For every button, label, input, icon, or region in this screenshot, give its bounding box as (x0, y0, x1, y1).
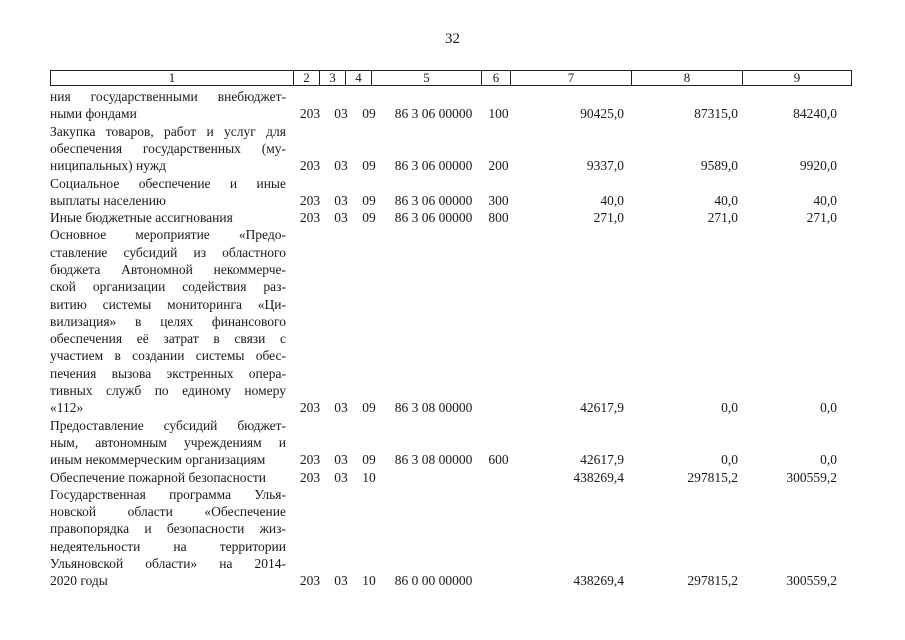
code-col-4: 09 (362, 210, 376, 226)
code-col-4: 09 (362, 400, 376, 416)
row-description (50, 417, 286, 469)
code-col-4: 09 (362, 106, 376, 122)
header-col-3: 3 (320, 71, 346, 85)
row-description (50, 88, 286, 123)
row-description (50, 226, 286, 416)
description-line: «112» (50, 400, 84, 416)
amount-col-8: 297815,2 (687, 573, 738, 589)
description-line: 2020 годы (50, 573, 108, 589)
amount-col-7: 42617,9 (580, 452, 624, 468)
header-col-5: 5 (372, 71, 482, 85)
amount-col-7: 438269,4 (573, 573, 624, 589)
code-col-4: 09 (362, 452, 376, 468)
description-line: выплаты населению (50, 192, 167, 208)
amount-col-7: 271,0 (593, 210, 624, 226)
description-line: правопорядка и безопасности жиз- (50, 521, 286, 537)
description-line: новской области «Обеспечение (50, 504, 286, 520)
amount-col-9: 0,0 (820, 452, 837, 468)
row-description (50, 209, 286, 226)
header-col-4: 4 (346, 71, 372, 85)
code-col-6: 100 (488, 106, 509, 122)
header-col-7: 7 (511, 71, 632, 85)
amount-col-9: 0,0 (820, 400, 837, 416)
code-col-3: 03 (334, 106, 348, 122)
code-col-3: 03 (334, 452, 348, 468)
code-col-6: 800 (488, 210, 509, 226)
code-col-3: 03 (334, 210, 348, 226)
code-col-3: 03 (334, 158, 348, 174)
amount-col-7: 42617,9 (580, 400, 624, 416)
amount-col-9: 9920,0 (799, 158, 837, 174)
code-col-2: 203 (299, 469, 321, 485)
row-description (50, 123, 286, 175)
amount-col-7: 90425,0 (580, 106, 624, 122)
description-line: тивных служб по единому номеру (50, 383, 286, 399)
amount-col-8: 87315,0 (694, 106, 738, 122)
description-line: недеятельности на территории (50, 538, 286, 554)
description-line: обеспечения государственных (му- (50, 140, 286, 156)
code-col-2: 203 (299, 106, 321, 122)
amount-col-9: 300559,2 (786, 469, 837, 485)
code-col-5: 86 3 06 00000 (394, 158, 473, 174)
amount-col-9: 300559,2 (786, 573, 837, 589)
code-col-5: 86 3 06 00000 (394, 106, 473, 122)
header-col-6: 6 (482, 71, 511, 85)
description-line: витию системы мониторинга «Ци- (50, 296, 286, 312)
description-line: иным некоммерческим организациям (50, 452, 266, 468)
amount-col-9: 271,0 (806, 210, 837, 226)
row-description (50, 469, 286, 486)
description-line: Социальное обеспечение и иные (50, 175, 286, 191)
code-col-6: 300 (488, 192, 509, 208)
amount-col-7: 9337,0 (586, 158, 624, 174)
description-line: Основное мероприятие «Предо- (50, 227, 286, 243)
description-line: участием в создании системы обес- (50, 348, 286, 364)
description-line: печения вызова экстренных опера- (50, 365, 286, 381)
code-col-3: 03 (334, 192, 348, 208)
code-col-5: 86 0 00 00000 (394, 573, 473, 589)
description-line: вилизация» в целях финансового (50, 313, 286, 329)
description-line: Ульяновской области» на 2014- (50, 556, 286, 572)
code-col-3: 03 (334, 400, 348, 416)
description-line: Иные бюджетные ассигнования (50, 210, 233, 226)
amount-col-9: 84240,0 (793, 106, 837, 122)
description-line: бюджета Автономной некоммерче- (50, 261, 286, 277)
code-col-4: 10 (362, 573, 376, 589)
description-line: ниципальных) нужд (50, 158, 167, 174)
code-col-2: 203 (299, 400, 321, 416)
description-line: ными фондами (50, 106, 137, 122)
header-col-1: 1 (51, 71, 294, 85)
amount-col-8: 0,0 (721, 452, 738, 468)
code-col-5: 86 3 06 00000 (394, 192, 473, 208)
amount-col-8: 40,0 (714, 192, 738, 208)
description-line: Закупка товаров, работ и услуг для (50, 123, 286, 139)
page-number: 32 (445, 31, 460, 47)
code-col-2: 203 (299, 452, 321, 468)
description-line: Обеспечение пожарной безопасности (50, 469, 267, 485)
code-col-4: 10 (362, 469, 376, 485)
amount-col-8: 271,0 (707, 210, 738, 226)
description-line: ской организации содействия раз- (50, 279, 286, 295)
code-col-2: 203 (299, 158, 321, 174)
description-line: ным, автономным учреждениям и (50, 434, 286, 450)
row-description (50, 486, 286, 590)
header-col-8: 8 (632, 71, 743, 85)
amount-col-7: 40,0 (600, 192, 624, 208)
amount-col-7: 438269,4 (573, 469, 624, 485)
code-col-5: 86 3 08 00000 (394, 400, 473, 416)
code-col-6: 200 (488, 158, 509, 174)
code-col-5: 86 3 08 00000 (394, 452, 473, 468)
description-line: обеспечения её затрат в связи с (50, 331, 286, 347)
code-col-3: 03 (334, 573, 348, 589)
header-col-9: 9 (793, 70, 801, 85)
code-col-2: 203 (299, 573, 321, 589)
row-description (50, 175, 286, 210)
description-line: ставление субсидий из областного (50, 244, 286, 260)
amount-col-9: 40,0 (813, 192, 837, 208)
code-col-5: 86 3 06 00000 (394, 210, 473, 226)
description-line: Предоставление субсидий бюджет- (50, 417, 286, 433)
code-col-2: 203 (299, 210, 321, 226)
amount-col-8: 9589,0 (700, 158, 738, 174)
amount-col-8: 0,0 (721, 400, 738, 416)
description-line: ния государственными внебюджет- (50, 89, 286, 104)
code-col-6: 600 (488, 452, 509, 468)
header-col-2: 2 (294, 71, 320, 85)
amount-col-8: 297815,2 (687, 469, 738, 485)
code-col-2: 203 (299, 192, 321, 208)
description-line: Государственная программа Улья- (50, 486, 286, 502)
code-col-4: 09 (362, 192, 376, 208)
code-col-3: 03 (334, 469, 348, 485)
code-col-4: 09 (362, 158, 376, 174)
